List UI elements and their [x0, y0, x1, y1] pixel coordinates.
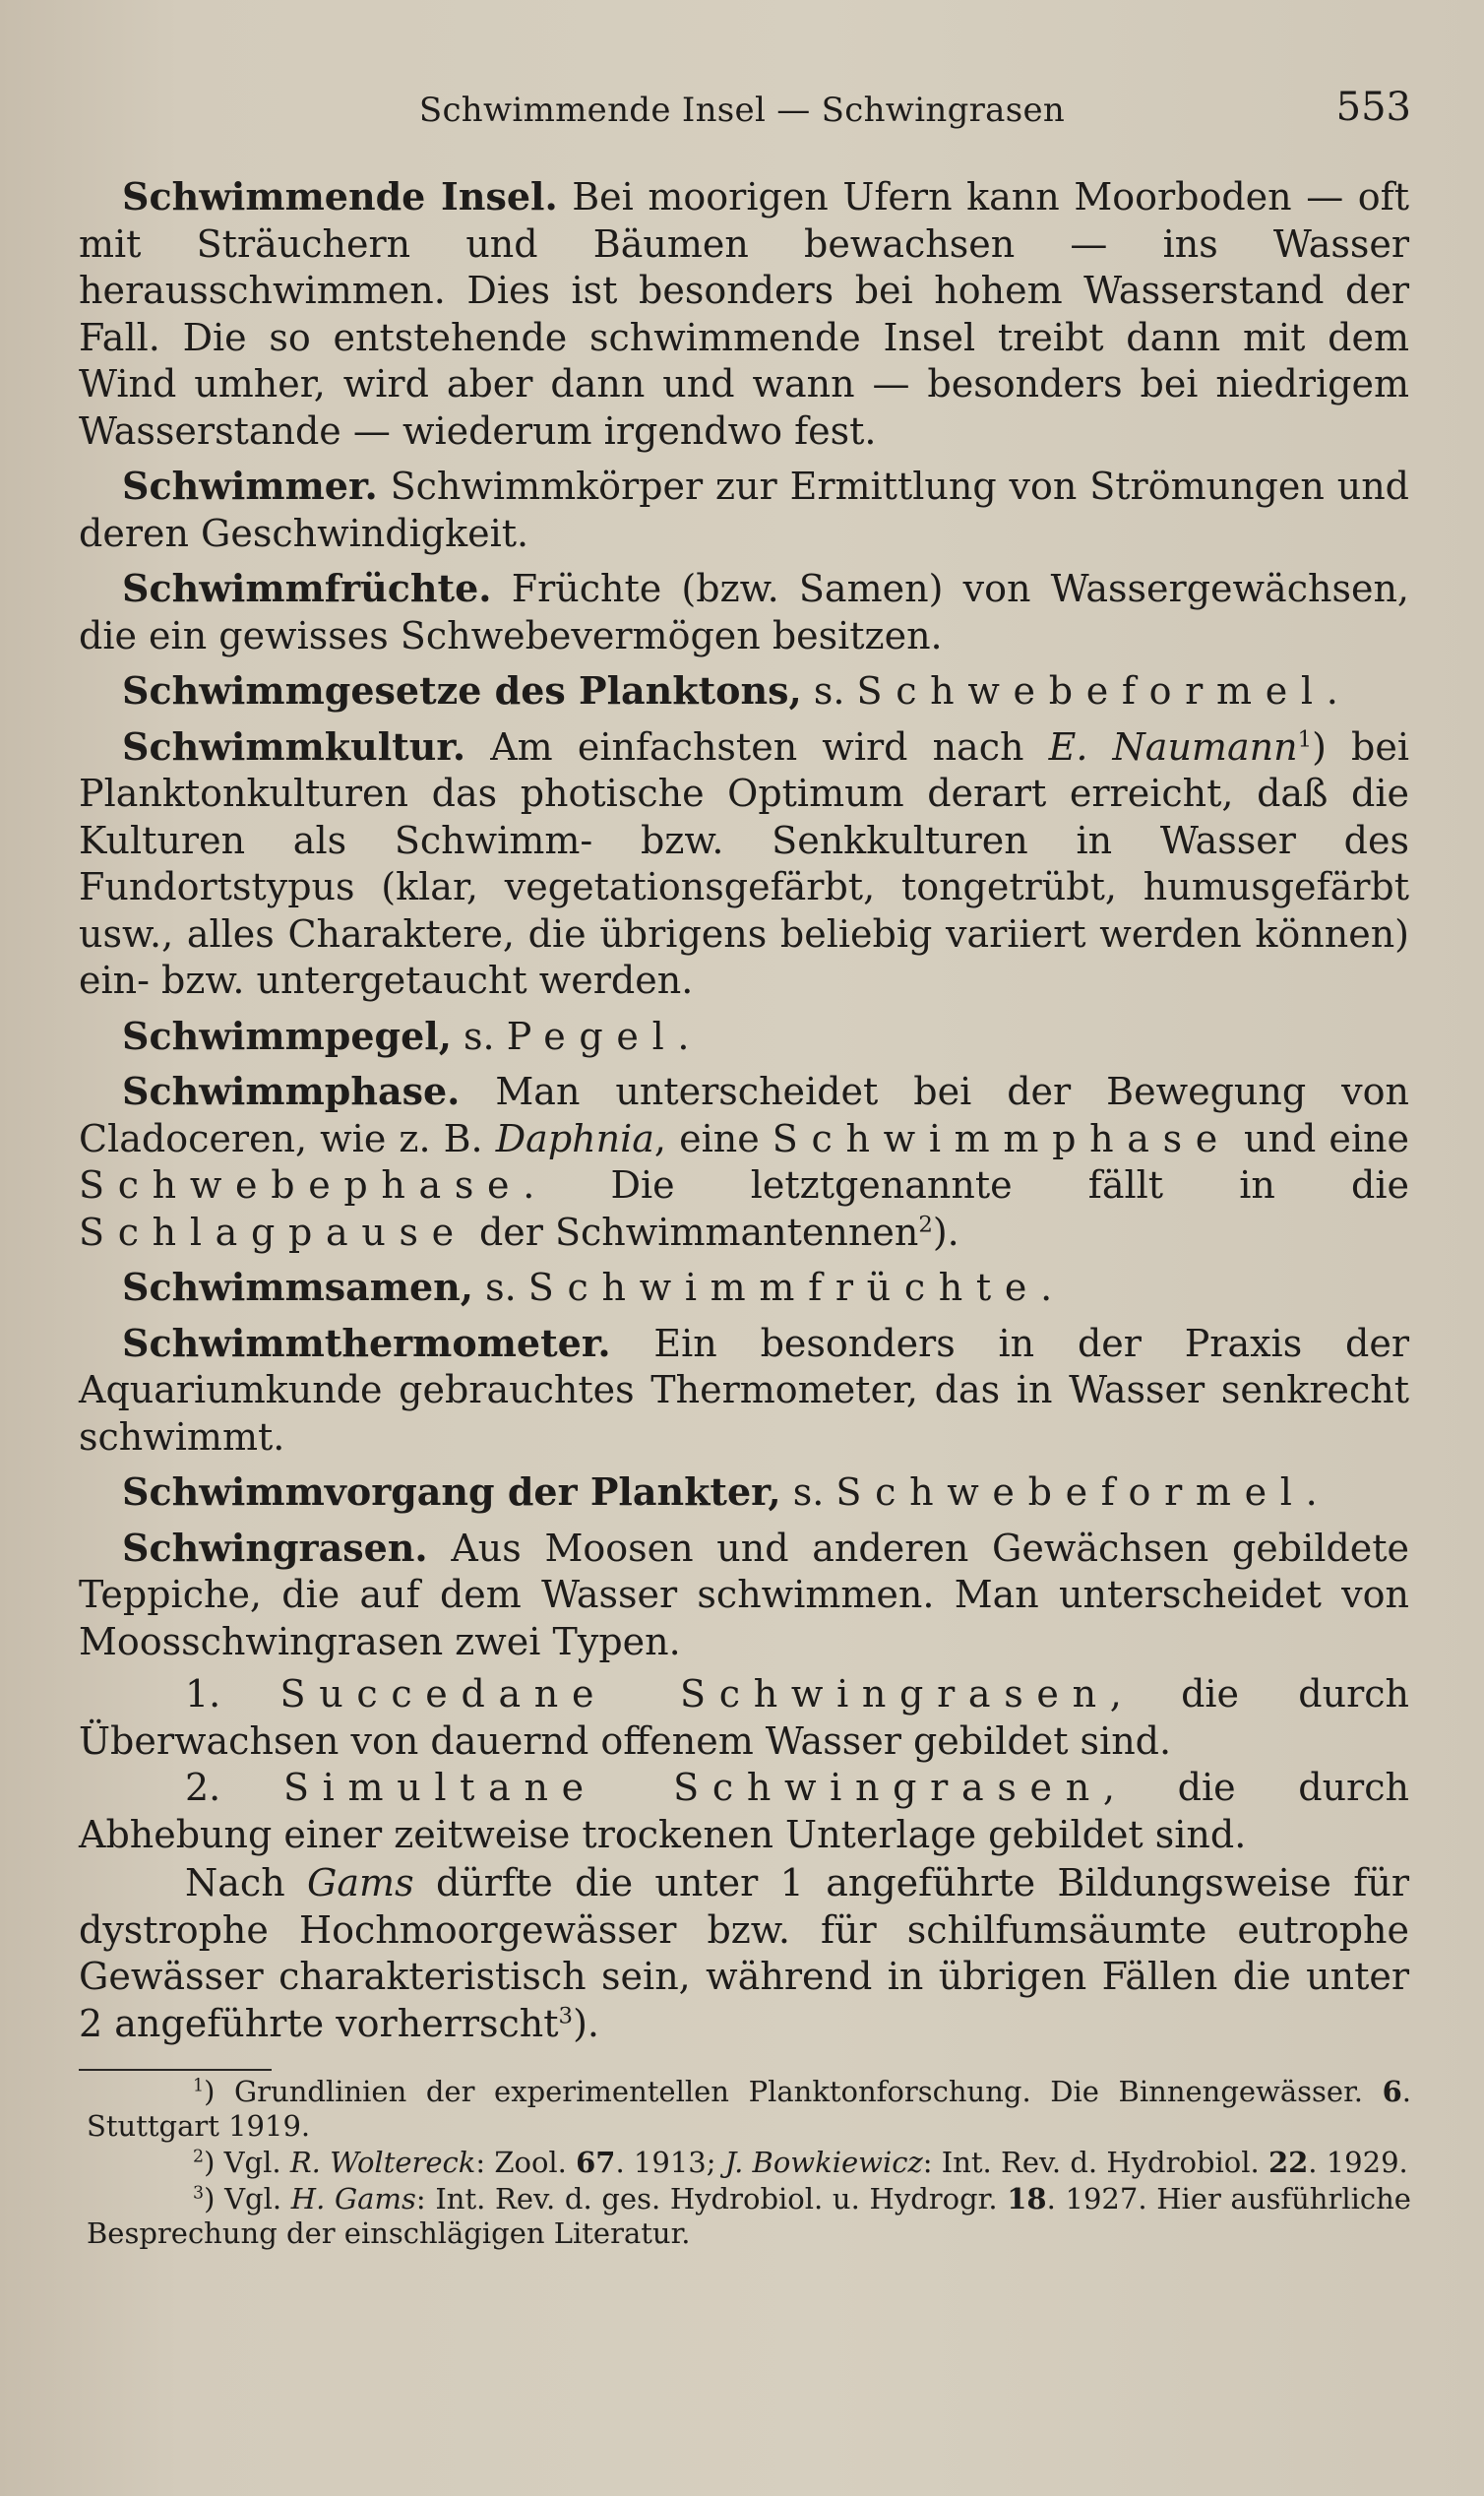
entry-text: der Schwimmantennen	[466, 1210, 919, 1254]
list-text: , die durch Überwachsen von dauernd offenem Wasser gebildet sind.	[79, 1672, 1409, 1763]
entry-headword: Schwimmthermometer.	[122, 1320, 611, 1365]
cross-reference: Schwebeformel	[856, 669, 1327, 713]
entry-text: und eine	[1230, 1116, 1409, 1160]
footnote-mark: 2	[193, 2147, 205, 2167]
running-title: Schwimmende Insel — Schwingrasen	[418, 91, 1066, 130]
volume-number: 6	[1382, 2075, 1402, 2108]
entry-headword: Schwingrasen.	[122, 1525, 428, 1570]
volume-number: 67	[576, 2146, 616, 2179]
genus-name: Daphnia	[495, 1116, 654, 1160]
entry-headword: Schwimmer.	[122, 464, 378, 508]
entry-headword: Schwimmende Insel.	[122, 174, 558, 218]
entry-headword: Schwimmfrüchte.	[122, 566, 492, 610]
author-name: E. Naumann	[1048, 724, 1298, 769]
entry-text: . Die letztgenannte fällt in die	[523, 1163, 1409, 1207]
author-name: R. Woltereck	[289, 2146, 476, 2179]
paragraph-text: Nach	[185, 1861, 308, 1904]
entry-headword: Schwimmvorgang der Plankter,	[122, 1469, 781, 1514]
author-name: H. Gams	[290, 2182, 416, 2215]
entry-headword: Schwimmpegel,	[122, 1013, 452, 1058]
entry-text: Bei moorigen Ufern kann Moorboden — oft mit Sträuchern und Bäumen bewachsen — ins Wasser herausschwimmen. Dies ist besonders bei hohem Wasserstand der Fall. Die so entstehende schwimmende Insel treibt dann mit dem Wind umher, wird aber dann und wann — besonders bei niedrigem Wasserstande — wiederum irgendwo fest.	[79, 175, 1409, 453]
footnote-ref: 3	[558, 2002, 574, 2028]
footnote-ref: 1	[1297, 725, 1313, 752]
footnote-text: . 1927. Hier ausführliche Besprechung der einschlägigen Literatur.	[87, 2182, 1411, 2250]
footnote-text: : Zool.	[475, 2146, 577, 2179]
footnote-2	[87, 2146, 1411, 2180]
footnote-1	[87, 2075, 1411, 2144]
entry-schwimmfruechte	[79, 565, 1409, 659]
author-name: J. Bowkiewicz	[724, 2146, 923, 2179]
footnote-3	[87, 2182, 1411, 2251]
list-item-succedane	[79, 1671, 1409, 1765]
footnote-text: ) Vgl.	[204, 2182, 291, 2215]
entry-headword: Schwimmgesetze des Planktons,	[122, 668, 802, 713]
entry-schwimmpegel	[79, 1013, 1409, 1061]
see-label: s.	[451, 1014, 507, 1058]
footnote-text: ) Vgl.	[204, 2146, 290, 2179]
entry-schwimmphase	[79, 1068, 1409, 1256]
footnotes	[87, 2075, 1411, 2253]
entry-text: Ein besonders in der Praxis der Aquariumkunde gebrauchtes Thermometer, das in Wasser senkrecht schwimmt.	[79, 1321, 1409, 1459]
footnote-ref: 2	[918, 1211, 933, 1237]
entry-text: Schwimmkörper zur Ermittlung von Strömungen und deren Geschwindigkeit.	[79, 465, 1409, 555]
list-number: 1.	[185, 1672, 280, 1716]
entry-end: .	[1326, 669, 1338, 713]
entry-text: ) bei Planktonkulturen das photische Optimum derart erreicht, daß die Kulturen als Schwimm- bzw. Senkkulturen in Wasser des Fundortstypus (klar, vegetationsgefärbt, tongetrübt, humusgefärbt usw., alles Charaktere, die übrigens beliebig variiert werden können) ein- bzw. untergetaucht werden.	[79, 724, 1409, 1002]
entry-schwimmgesetze	[79, 667, 1409, 716]
spaced-term: Schwebephase	[79, 1163, 524, 1207]
paragraph-end: ).	[573, 2001, 599, 2045]
footnote-text: ) Grundlinien der experimentellen Planktonforschung. Die Binnengewässer.	[204, 2075, 1383, 2108]
page-number: 553	[1335, 85, 1411, 130]
cross-reference: Schwimmfrüchte	[527, 1266, 1041, 1309]
see-label: s.	[780, 1470, 836, 1514]
spaced-term: Schlagpause	[79, 1210, 467, 1254]
entry-schwimmthermometer	[79, 1320, 1409, 1462]
entry-end: ).	[932, 1210, 959, 1254]
volume-number: 22	[1268, 2146, 1309, 2179]
footnote-text: : Int. Rev. d. ges. Hydrobiol. u. Hydrogr.	[415, 2182, 1008, 2215]
entry-schwimmkultur	[79, 723, 1409, 1005]
spaced-term: Simultane Schwingrasen	[282, 1766, 1103, 1809]
list-number: 2.	[185, 1766, 283, 1809]
footnote-mark: 1	[193, 2076, 205, 2096]
dictionary-body	[79, 173, 1409, 2047]
entry-schwimmsamen	[79, 1264, 1409, 1312]
entry-headword: Schwimmsamen,	[122, 1265, 474, 1309]
cross-reference: Pegel	[506, 1014, 678, 1058]
entry-text: Aus Moosen und anderen Gewächsen gebildete Teppiche, die auf dem Wasser schwimmen. Man unterscheidet von Moosschwingrasen zwei Typen.	[79, 1526, 1409, 1663]
entry-end: .	[1305, 1470, 1318, 1514]
list-item-simultane	[79, 1765, 1409, 1858]
footnote-text: . Stuttgart 1919.	[87, 2075, 1411, 2143]
entry-headword: Schwimmphase.	[122, 1069, 461, 1113]
volume-number: 18	[1007, 2182, 1047, 2215]
entry-text: Früchte (bzw. Samen) von Wassergewächsen, die ein gewisses Schwebevermögen besitzen.	[79, 567, 1409, 657]
footnote-text: . 1929.	[1308, 2146, 1408, 2179]
see-label: s.	[473, 1266, 528, 1309]
list-text: , die durch Abhebung einer zeitweise trockenen Unterlage gebildet sind.	[79, 1766, 1409, 1856]
entry-end: .	[1040, 1266, 1053, 1309]
entry-schwingrasen	[79, 1525, 1409, 1666]
entry-headword: Schwimmkultur.	[122, 723, 466, 769]
entry-schwimmvorgang	[79, 1468, 1409, 1517]
cross-reference: Schwebeformel	[835, 1470, 1306, 1514]
author-name: Gams	[307, 1861, 414, 1904]
footnote-text: . 1913;	[615, 2146, 725, 2179]
spaced-term: Succedane Schwingrasen	[279, 1672, 1110, 1716]
entry-text: , eine	[653, 1116, 773, 1160]
footnote-mark: 3	[193, 2183, 205, 2204]
entry-text: Am einfachsten wird nach	[465, 724, 1049, 769]
footnote-divider	[79, 2069, 272, 2071]
footnote-text: : Int. Rev. d. Hydrobiol.	[922, 2146, 1268, 2179]
entry-text: Man unterscheidet bei der Bewegung von Cladoceren, wie z. B.	[79, 1070, 1409, 1160]
entry-schwimmer	[79, 463, 1409, 557]
paragraph-gams	[79, 1860, 1409, 2047]
page-header	[0, 85, 1484, 134]
entry-schwimmende-insel	[79, 173, 1409, 455]
paragraph-text: dürfte die unter 1 angeführte Bildungsweise für dystrophe Hochmoorgewässer bzw. für schilfumsäumte eutrophe Gewässer charakteristisch sein, während in übrigen Fällen die unter 2 angeführte vorherrscht	[79, 1861, 1409, 2045]
entry-end: .	[677, 1014, 690, 1058]
spaced-term: Schwimmphase	[772, 1116, 1231, 1160]
see-label: s.	[801, 669, 857, 713]
